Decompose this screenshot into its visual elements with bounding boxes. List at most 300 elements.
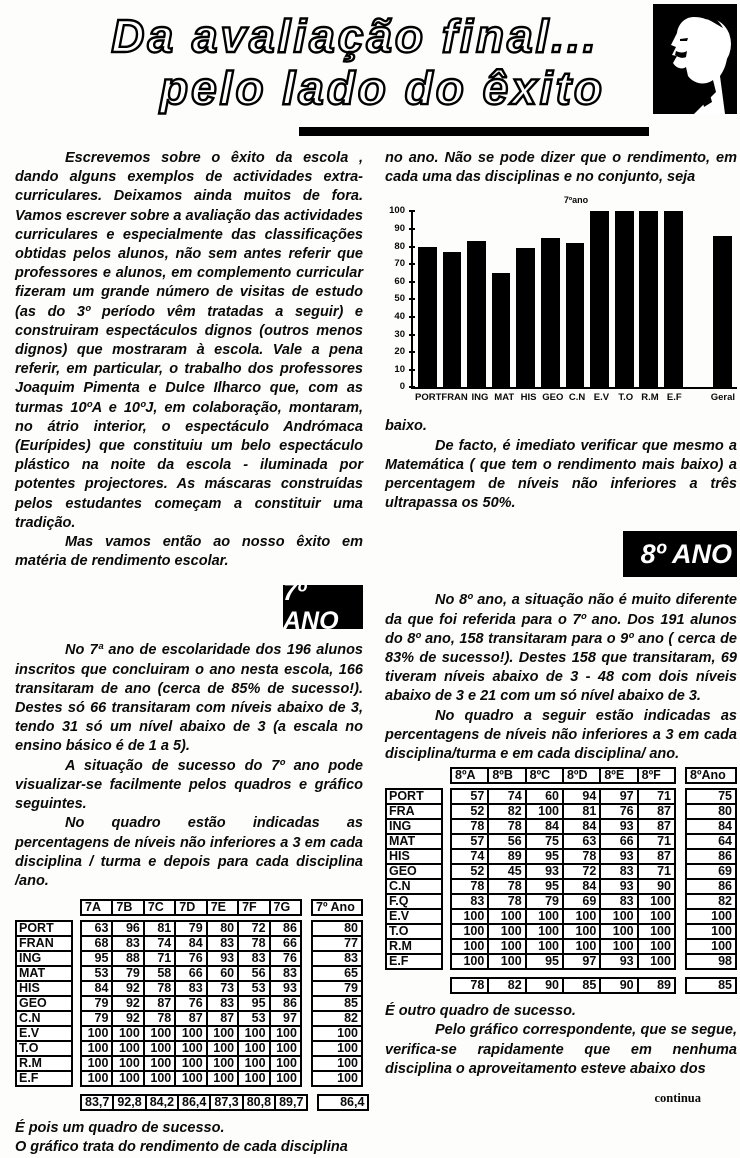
grade-cell: 95 [80,950,113,967]
page-title-line2: pelo lado do êxito [159,62,606,114]
year-cell: 65 [311,965,363,982]
grade-cell: 78 [237,935,270,952]
bar-slot [612,211,637,387]
bar-slot [563,211,588,387]
header-cells [450,767,676,784]
bar-slot-spacer [686,211,711,387]
grade-cell: 79 [111,965,144,982]
section-header-8ano: 8º ANO [623,531,737,577]
row-label: E.V [15,1025,73,1042]
column-header: 7A [80,899,113,916]
x-tick-label: ING [471,392,489,404]
y-tick-label: 10 [394,363,405,375]
bar-HIS [516,248,535,387]
grade-cell: 100 [206,1025,239,1042]
grade-cell: 63 [80,920,113,937]
grade-cell: 56 [487,833,526,850]
row-label: GEO [15,995,73,1012]
grade-cell: 45 [487,863,526,880]
grade-cell: 94 [562,788,601,805]
y-tick-label: 20 [394,346,405,358]
footer-cells [450,977,676,994]
year-cell: 100 [311,1070,363,1087]
paragraph-7ano-success: A situação de sucesso do 7º ano pode visualizar-se facilmente pelos quadros e gráfico seguintes. [15,757,363,813]
grade-cell: 83 [174,980,207,997]
table-header-row [15,899,363,916]
bar-slot [710,211,735,387]
y-tick-label: 100 [389,205,405,217]
year-column-header: 7º Ano [311,899,363,916]
bar-slot [513,211,538,387]
left-column [15,140,363,1158]
year-column-header: 8ºAno [685,767,737,784]
grade-cell: 66 [174,965,207,982]
year-cell: 100 [685,923,737,940]
grade-cell: 78 [450,878,489,895]
grade-cell: 52 [450,803,489,820]
row-label: PORT [385,788,443,805]
grade-cell: 100 [111,1070,144,1087]
paragraph-7ano-table-intro: No quadro estão indicadas as percentagens de níveis não inferiores a 3 em cada disciplina / turma e depois para cada disciplina /ano. [15,815,363,889]
header-cells [80,899,302,916]
average-cell: 92,8 [112,1094,146,1111]
column-header: 7G [269,899,302,916]
x-tick-label: T.O [618,392,634,404]
grade-cell: 100 [111,1040,144,1057]
grade-cell: 79 [525,893,564,910]
row-label: GEO [385,863,443,880]
grade-cell: 86 [269,995,302,1012]
row-label: F.Q [385,893,443,910]
grade-cell: 82 [487,803,526,820]
grade-cell: 87 [637,818,676,835]
grade-cell: 95 [525,878,564,895]
bar-FRAN [443,252,462,388]
year-cell: 80 [685,803,737,820]
grade-cell: 93 [599,818,638,835]
y-tick-mark [409,334,415,336]
average-cell: 85 [562,977,601,994]
grade-cell: 100 [562,938,601,955]
grade-cell: 100 [450,953,489,970]
grade-cell: 75 [525,833,564,850]
year-cell: 100 [311,1040,363,1057]
bar-slot [636,211,661,387]
grade-cell: 83 [237,950,270,967]
year-cell: 82 [685,893,737,910]
grade-cell: 60 [525,788,564,805]
grade-cell: 79 [80,1010,113,1027]
y-tick-mark [409,298,415,300]
grade-cell: 100 [562,923,601,940]
grade-cell: 100 [206,1040,239,1057]
paragraph-matematica: De facto, é imediato verificar que mesmo a Matemática ( que tem o rendimento mais baixo) a percentagem de níveis não inferiores a três ultrapassa os 50%. [385,437,737,512]
year-cell: 64 [685,833,737,850]
grade-cell: 76 [599,803,638,820]
grade-cell: 79 [174,920,207,937]
column-header: 8ºE [599,767,638,784]
column-header: 8ºA [450,767,489,784]
y-tick-mark [409,316,415,318]
grade-cell: 78 [143,1010,176,1027]
year-cell: 80 [311,920,363,937]
year-cell: 84 [685,818,737,835]
grade-cell: 97 [562,953,601,970]
grade-cell: 100 [599,938,638,955]
row-label-spacer [15,899,73,916]
year-cell: 100 [311,1025,363,1042]
year-cell: 82 [311,1010,363,1027]
bar-PORT [418,247,437,388]
row-label: E.V [385,908,443,925]
year-cell: 100 [685,908,737,925]
grade-cell: 56 [237,965,270,982]
grade-cell: 100 [487,953,526,970]
grade-cell: 100 [599,923,638,940]
y-tick-label: 60 [394,275,405,287]
y-tick-mark [409,369,415,371]
grade-cell: 71 [637,863,676,880]
y-tick-label: 50 [394,293,405,305]
grade-cell: 83 [206,935,239,952]
grade-cell: 78 [143,980,176,997]
two-column-layout [0,140,740,1158]
grade-cell: 74 [143,935,176,952]
chart-area [385,205,737,393]
y-tick-mark [409,228,415,230]
grade-cell: 72 [562,863,601,880]
grade-cell: 93 [599,848,638,865]
grade-cell: 81 [562,803,601,820]
chart-x-labels [413,392,737,403]
row-label: HIS [15,980,73,997]
grade-cell: 100 [269,1055,302,1072]
grades-table-8ano [385,767,737,994]
table-header-row [385,767,737,784]
grade-cell: 97 [599,788,638,805]
grade-cell: 63 [562,833,601,850]
y-tick-label: 90 [394,223,405,235]
table-body [385,788,737,970]
grade-cell: 83 [450,893,489,910]
paragraph-baixo: baixo. [385,418,427,435]
grade-cell: 57 [450,788,489,805]
grade-cell: 58 [143,965,176,982]
grade-cell: 69 [562,893,601,910]
grade-cell: 100 [111,1025,144,1042]
grade-cell: 78 [487,893,526,910]
grade-cell: 71 [637,833,676,850]
grade-cell: 92 [111,995,144,1012]
grade-cell: 100 [599,908,638,925]
grades-table-7ano [15,899,363,1111]
year-cell: 79 [311,980,363,997]
column-header: 7B [111,899,144,916]
grade-cell: 100 [637,908,676,925]
row-label: MAT [15,965,73,982]
grade-cell: 78 [487,878,526,895]
year-cell: 100 [311,1055,363,1072]
table-row [385,953,737,970]
grade-cell: 84 [174,935,207,952]
bar-slot [464,211,489,387]
row-label: HIS [385,848,443,865]
grade-cell: 66 [269,935,302,952]
grade-cell: 83 [111,935,144,952]
grade-cell: 81 [143,920,176,937]
y-tick-label: 0 [399,381,405,393]
bar-MAT [492,273,511,387]
grade-cell: 71 [637,788,676,805]
grade-cell: 78 [562,848,601,865]
row-label: C.N [15,1010,73,1027]
column-header: 7E [206,899,239,916]
grade-cell: 95 [525,848,564,865]
grade-cell: 95 [525,953,564,970]
grade-cell: 100 [80,1040,113,1057]
grade-cell: 83 [206,995,239,1012]
grade-cell: 100 [237,1040,270,1057]
grade-cell: 68 [80,935,113,952]
column-header: 8ºD [562,767,601,784]
grade-cell: 100 [237,1055,270,1072]
year-cell: 98 [685,953,737,970]
grade-cell: 100 [237,1025,270,1042]
row-label: ING [15,950,73,967]
y-tick-label: 30 [394,328,405,340]
grade-cell: 79 [80,995,113,1012]
chart-title: 7ºano [563,195,589,206]
section-header-7ano: 7º ANO [283,585,363,629]
title-separator-bar [299,127,649,136]
grade-cell: 100 [525,908,564,925]
y-tick-mark [409,281,415,283]
grade-cell: 100 [269,1040,302,1057]
grade-cell: 93 [599,953,638,970]
year-cell: 86 [685,878,737,895]
grade-cell: 84 [80,980,113,997]
column-header: 8ºB [487,767,526,784]
paragraph-continued: no ano. Não se pode dizer que o rendimento, em cada uma das disciplinas e no conjunto, seja [385,150,737,186]
grade-cell: 74 [487,788,526,805]
year-cell: 85 [311,995,363,1012]
average-cell: 78 [450,977,489,994]
x-tick-label: C.N [568,392,586,404]
paragraph-transition: Mas vamos então ao nosso êxito em matéria de rendimento escolar. [15,534,363,570]
grade-cell: 100 [143,1040,176,1057]
grade-cell: 100 [174,1025,207,1042]
grade-cell: 93 [525,863,564,880]
grade-cell: 71 [143,950,176,967]
grade-cell: 100 [237,1070,270,1087]
grade-cell: 100 [111,1055,144,1072]
row-label: PORT [15,920,73,937]
bar-GEO [541,238,560,388]
grade-cell: 83 [599,863,638,880]
paragraph-7ano-stats: No 7ª ano de escolaridade dos 196 alunos inscritos que concluiram o ano nesta escola, 166 transitaram de ano (cerca de 85% de sucesso!). Destes só 66 transitaram com níveis abaixo de 3, tendo 31 só um nível abaixo de 3 (a escala no ensino básico é de 1 a 5). [15,642,363,755]
bar-slots [413,211,737,387]
grade-cell: 100 [487,938,526,955]
grade-cell: 100 [143,1025,176,1042]
bar-slot [538,211,563,387]
x-tick-label: Geral [710,392,736,404]
average-cell: 87,3 [209,1094,243,1111]
grade-cell: 74 [450,848,489,865]
grade-cell: 100 [562,908,601,925]
x-tick-label: HIS [520,392,537,404]
grade-cell: 100 [450,923,489,940]
grade-cell: 66 [599,833,638,850]
average-cell: 86,4 [177,1094,211,1111]
row-cells [450,953,676,970]
row-label: MAT [385,833,443,850]
bar-T.O [615,211,634,387]
grade-cell: 76 [174,950,207,967]
y-tick-label: 70 [394,258,405,270]
grade-cell: 100 [206,1070,239,1087]
grade-cell: 93 [269,980,302,997]
grade-cell: 87 [206,1010,239,1027]
grade-cell: 72 [237,920,270,937]
table-footer-row [15,1094,363,1111]
grade-cell: 100 [637,923,676,940]
grade-cell: 78 [450,818,489,835]
y-tick-label: 80 [394,240,405,252]
year-cell: 69 [685,863,737,880]
average-cell: 89,7 [274,1094,308,1111]
column-header: 8ºC [525,767,564,784]
row-label: C.N [385,878,443,895]
grade-cell: 73 [206,980,239,997]
column-header: 7F [237,899,270,916]
grade-cell: 100 [174,1055,207,1072]
chart-y-axis [385,205,411,393]
bar-Geral [713,236,732,387]
y-tick-mark [409,263,415,265]
grade-cell: 88 [111,950,144,967]
average-cell: 82 [487,977,526,994]
average-cell: 84,2 [145,1094,179,1111]
x-tick-label: R.M [641,392,659,404]
grade-cell: 87 [174,1010,207,1027]
grade-cell: 84 [525,818,564,835]
row-label-spacer [15,1094,73,1111]
grade-cell: 100 [143,1070,176,1087]
year-cell: 86 [685,848,737,865]
grade-cell: 100 [525,938,564,955]
row-label: R.M [385,938,443,955]
table7-caption: É pois um quadro de sucesso. [15,1120,225,1137]
bar-R.M [639,211,658,387]
bar-slot [440,211,465,387]
grade-cell: 83 [269,965,302,982]
grade-cell: 92 [111,980,144,997]
grade-cell: 76 [269,950,302,967]
year-average-cell: 85 [685,977,737,994]
bar-C.N [566,243,585,387]
column-header: 7D [174,899,207,916]
bar-chart-7ano [385,195,737,403]
year-cell: 83 [311,950,363,967]
year-average-cell: 86,4 [317,1094,369,1111]
chart-plot [411,211,737,389]
grade-cell: 100 [525,923,564,940]
row-label: E.F [15,1070,73,1087]
grade-cell: 87 [637,803,676,820]
grade-cell: 93 [599,878,638,895]
paragraph-intro: Escrevemos sobre o êxito da escola , dando alguns exemplos de actividades extra-curriculares. Deixamos ainda muitos de fora. Vamos escrever sobre a avaliação das actividades curriculares e especialmente das classificações obtidas pelos alunos, não sem antes referir que professores e alunos, em complemento curricular fizeram um grande número de visitas de estudo (as do 3º período vêm tratadas a seguir) e construiram espectáculos dignos (outros menos dignos) que mostraram à escola. Vale a pena referir, em particular, o trabalho dos professores Joaquim Pimenta e Dulce Ilharco que, com as turmas 10ºA e 10ºJ, em colaboração, montaram, no átrio interior, o espectáculo Andrómaca (Eurípides) que constituiu um belo espectáculo plástico na noite da escola - iluminada por potentes projectores. As máscaras construídas pelos estudantes começam a constituir uma tradição. [15,150,363,531]
grade-cell: 84 [562,878,601,895]
x-tick-label: MAT [494,392,515,404]
x-tick-label: PORT [415,392,442,404]
grade-cell: 83 [599,893,638,910]
bar-slot [587,211,612,387]
year-cell: 100 [685,938,737,955]
page-header [0,0,740,140]
grade-cell: 87 [637,848,676,865]
row-label: FRA [385,803,443,820]
x-tick-label: E.F [666,392,682,404]
page-title [70,10,640,114]
paragraph-8ano-stats: No 8º ano, a situação não é muito diferente da que foi referida para o 7º ano. Dos 191 alunos do 8º ano, 158 transitaram para o 9º ano ( cerca de 83% de sucesso!). Destes 158 que transitaram, 69 tiveram níveis abaixo de 3 - 48 com dois níveis abaixo de 3 e 21 com um só nível abaixo de 3. [385,592,737,705]
grade-cell: 52 [450,863,489,880]
grade-cell: 53 [237,1010,270,1027]
grade-cell: 78 [487,818,526,835]
row-label-spacer [385,977,443,994]
table-footer-row [385,977,737,994]
grade-cell: 100 [174,1040,207,1057]
grade-cell: 93 [206,950,239,967]
right-column [385,140,737,1158]
chart-lead-caption: O gráfico trata do rendimento de cada disciplina [15,1139,348,1156]
bar-slot [661,211,686,387]
grade-cell: 100 [143,1055,176,1072]
grade-cell: 60 [206,965,239,982]
year-cell: 77 [311,935,363,952]
column-header: 8ºF [637,767,676,784]
row-label: ING [385,818,443,835]
average-cell: 89 [637,977,676,994]
grade-cell: 53 [80,965,113,982]
row-label: T.O [385,923,443,940]
footer-cells [80,1094,308,1111]
grade-cell: 84 [562,818,601,835]
grade-cell: 96 [111,920,144,937]
table8-caption: É outro quadro de sucesso. [385,1003,576,1020]
continuation-marker: continua [654,1091,701,1106]
average-cell: 90 [525,977,564,994]
year-cell: 75 [685,788,737,805]
grade-cell: 53 [237,980,270,997]
grade-cell: 100 [174,1070,207,1087]
y-tick-mark [409,386,415,388]
y-tick-label: 40 [394,311,405,323]
grade-cell: 100 [637,893,676,910]
grade-cell: 100 [637,938,676,955]
row-label: FRAN [15,935,73,952]
grade-cell: 100 [525,803,564,820]
grade-cell: 86 [269,920,302,937]
bar-ING [467,241,486,387]
grade-cell: 100 [206,1055,239,1072]
portrait-silhouette-icon [653,4,737,114]
bar-slot [415,211,440,387]
grade-cell: 57 [450,833,489,850]
average-cell: 80,8 [242,1094,276,1111]
grade-cell: 89 [487,848,526,865]
average-cell: 90 [599,977,638,994]
bar-E.V [590,211,609,387]
